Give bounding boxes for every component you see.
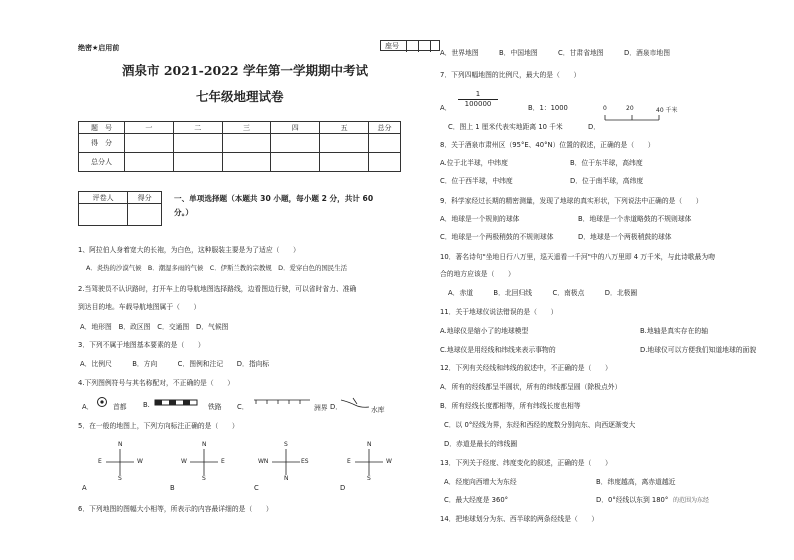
compass-right-label: W <box>137 458 143 465</box>
score-table-header-row <box>79 122 401 134</box>
question-5: 5．在一般的地图上，下列方向标注正确的是（ ） <box>78 422 239 430</box>
grader-name-cell[interactable] <box>79 204 128 226</box>
question-1: 1、阿拉伯人身着宽大的长袍，为白色，这种服装主要是为了适应（ ） <box>78 246 300 254</box>
compass-top-label: N <box>367 441 372 448</box>
compass-bottom-label: S <box>202 475 206 482</box>
score-row-label: 得 分 <box>79 134 125 153</box>
score-cell[interactable] <box>222 134 271 153</box>
compass-top-label: S <box>284 441 288 448</box>
score-cell[interactable] <box>320 134 369 153</box>
question-11-option-c: C.地球仪是用经线和纬线来表示事物的 <box>440 346 556 354</box>
question-10-line1: 10．著名诗句"坐地日行八万里，巡天遥看一千河"中的八万里即 4 万千米，与此诗歌最为吻 <box>440 253 716 261</box>
secret-label: 绝密★启用前 <box>78 44 120 52</box>
question-12-option-d: D．赤道是最长的纬线圈 <box>444 440 518 448</box>
option-a-label: A． <box>82 403 94 411</box>
reservoir-label: 水库 <box>371 406 385 414</box>
question-12-option-b: B．所有经线长度都相等，所有纬线长度也相等 <box>440 402 581 410</box>
score-header-cell: 四 <box>271 122 320 134</box>
question-14: 14．把地球划分为东、西半球的两条经线是（ ） <box>440 515 599 523</box>
question-10-options: A．赤道 B．北回归线 C．南极点 D．北极圈 <box>448 289 638 297</box>
compass-bottom-label: S <box>367 475 371 482</box>
railway-symbol-icon <box>155 399 197 407</box>
grader-cell[interactable] <box>222 153 271 172</box>
question-13-option-b: B．纬度越高，离赤道越近 <box>596 478 676 486</box>
question-9-option-d: D．地球是一个两极稍鼓的球体 <box>578 233 672 241</box>
compass-right-label: ES <box>301 458 309 465</box>
question-8-option-d: D．位于南半球，高纬度 <box>570 177 644 185</box>
option-d-label: D． <box>588 123 601 131</box>
capital-symbol-icon <box>96 396 108 408</box>
question-12-option-a: A．所有的经线都呈半圆状，所有的纬线都呈圆（除极点外） <box>440 383 622 391</box>
railway-label: 铁路 <box>208 403 222 411</box>
question-2-options: A．地形图 B．政区图 C．交通图 D．气候图 <box>80 323 229 331</box>
exam-title: 酒泉市 2021-2022 学年第一学期期中考试 <box>122 63 368 78</box>
compass-b <box>180 441 228 483</box>
seat-label: 座号 <box>385 42 399 50</box>
score-cell[interactable] <box>125 134 174 153</box>
grader-row-label: 总分人 <box>79 153 125 172</box>
score-table <box>78 121 401 172</box>
option-b-text: B．1：1000 <box>528 104 568 112</box>
seat-divider <box>406 41 407 52</box>
grader-header: 评卷人 <box>79 192 128 204</box>
question-9: 9．科学家经过长期的精密测量，发现了地球的真实形状，下列说法中正确的是（ ） <box>440 197 703 205</box>
exam-subtitle: 七年级地理试卷 <box>196 89 284 104</box>
line-scale <box>597 105 687 125</box>
grader-cell[interactable] <box>125 153 174 172</box>
compass-c-letter: C <box>254 484 259 492</box>
grader-table <box>78 191 162 226</box>
question-13-option-d: D．0°经线以东到 180° <box>596 496 669 504</box>
compass-c <box>258 441 314 483</box>
points-cell[interactable] <box>128 204 162 226</box>
question-10-line2: 合的地方应该是（ ） <box>440 270 515 278</box>
grader-row <box>79 153 401 172</box>
scale-tick-40: 40 千米 <box>656 107 678 114</box>
question-6: 6．下列地图的图幅大小相等，所表示的内容最详细的是（ ） <box>78 505 273 513</box>
compass-d <box>345 441 393 483</box>
compass-right-label: W <box>386 458 392 465</box>
question-13: 13．下列关于经度、纬度变化的叙述，正确的是（ ） <box>440 459 612 467</box>
question-11-option-b: B.地轴是真实存在的轴 <box>640 327 708 335</box>
grader-cell[interactable] <box>320 153 369 172</box>
option-a-label: A． <box>440 104 452 112</box>
score-header-cell: 三 <box>222 122 271 134</box>
score-cell[interactable] <box>271 134 320 153</box>
compass-left-label: W <box>181 458 187 465</box>
option-b-label: B. <box>143 401 150 409</box>
question-13-option-a: A．经度向西增大为东经 <box>444 478 517 486</box>
question-11-option-a: A.地球仪是缩小了的地球模型 <box>440 327 529 335</box>
question-13-option-d-tail: 的范围为东经 <box>673 497 710 504</box>
points-header: 得分 <box>128 192 162 204</box>
question-12: 12．下列有关经线和纬线的叙述中，不正确的是（ ） <box>440 364 612 372</box>
question-8-option-b: B．位于东半球，高纬度 <box>570 159 643 167</box>
question-8: 8．关于酒泉市肃州区（95°E、40°N）位置的叙述，正确的是（ ） <box>440 141 655 149</box>
capital-label: 首都 <box>113 403 127 411</box>
question-6-options: A．世界地图 B．中国地图 C．甘肃省地图 D．酒泉市地图 <box>440 49 670 57</box>
section-heading: 一、单项选择题（本题共 30 小题，每小题 2 分，共计 60 <box>174 194 374 203</box>
question-2-line2: 到达目的地。车载导航地图属于（ ） <box>78 303 201 311</box>
question-11-option-d: D.地球仪可以方便我们知道地球的面貌 <box>640 346 757 354</box>
continent-border-label: 洲界 <box>314 404 328 412</box>
scale-tick-0: 0 <box>603 105 607 112</box>
grader-cell[interactable] <box>271 153 320 172</box>
question-9-option-c: C．地球是一个两极稍鼓的不规则球体 <box>440 233 554 241</box>
question-8-option-a: A.位于北半球，中纬度 <box>440 159 508 167</box>
section-heading-cont: 分。） <box>174 208 193 217</box>
continent-border-symbol-icon <box>254 398 310 406</box>
compass-a-letter: A <box>82 484 87 492</box>
fraction-numerator: 1 <box>475 90 481 98</box>
seat-number-box[interactable] <box>380 40 440 51</box>
seat-divider <box>418 41 419 52</box>
seat-divider <box>430 41 431 52</box>
grader-cell[interactable] <box>173 153 222 172</box>
score-header-cell: 一 <box>125 122 174 134</box>
question-4: 4.下列图例符号与其名称配对，不正确的是（ ） <box>78 379 235 387</box>
score-cell[interactable] <box>173 134 222 153</box>
compass-left-label: E <box>98 458 102 465</box>
question-7: 7．下列四幅地图的比例尺，最大的是（ ） <box>440 71 581 79</box>
score-header-cell: 总分 <box>369 122 401 134</box>
question-11: 11．关于地球仪说法错误的是（ ） <box>440 308 558 316</box>
grader-cell[interactable] <box>369 153 401 172</box>
score-header-cell: 五 <box>320 122 369 134</box>
option-c-label: C． <box>237 403 249 411</box>
compass-d-letter: D <box>340 484 346 492</box>
question-9-option-a: A．地球是一个规则的球体 <box>440 215 520 223</box>
scale-fraction <box>458 90 498 108</box>
reservoir-symbol-icon <box>339 396 371 410</box>
compass-left-label: WN <box>258 458 269 465</box>
question-8-option-c: C．位于西半球，中纬度 <box>440 177 513 185</box>
compass-top-label: N <box>118 441 123 448</box>
compass-b-letter: B <box>170 484 175 492</box>
score-cell[interactable] <box>369 134 401 153</box>
compass-bottom-label: N <box>284 475 289 482</box>
option-c-text: C．图上 1 厘米代表实地距离 10 千米 <box>448 123 563 131</box>
scale-tick-20: 20 <box>626 105 634 112</box>
question-3: 3．下列不属于地图基本要素的是（ ） <box>78 341 205 349</box>
question-2-line1: 2.当驾驶员不认识路时，打开车上的导航地图选择路线，边看图边行驶，可以省时省力、准确 <box>78 285 357 293</box>
score-row <box>79 134 401 153</box>
question-12-option-c: C．以 0°经线为界，东经和西经的度数分别向东、向西逐渐变大 <box>444 421 636 429</box>
question-13-option-c: C．最大经度是 360° <box>444 496 509 504</box>
question-1-options: A．炎热的沙漠气候 B．潮湿多雨的气候 C．伊斯兰教的宗教规 D．爱穿白色的国民生活 <box>86 264 347 272</box>
compass-left-label: E <box>347 458 351 465</box>
compass-top-label: N <box>202 441 207 448</box>
question-9-option-b: B．地球是一个赤道略鼓的不规则球体 <box>578 215 692 223</box>
score-header-cell: 二 <box>173 122 222 134</box>
question-3-options: A．比例尺 B．方向 C．图例和注记 D．指向标 <box>80 360 270 368</box>
fraction-denominator: 100000 <box>458 99 498 108</box>
scale-bar-icon <box>605 114 661 122</box>
compass-bottom-label: S <box>118 475 122 482</box>
compass-right-label: E <box>221 458 225 465</box>
score-header-cell: 题 号 <box>79 122 125 134</box>
option-d-label: D． <box>330 403 343 411</box>
compass-a <box>96 441 144 483</box>
